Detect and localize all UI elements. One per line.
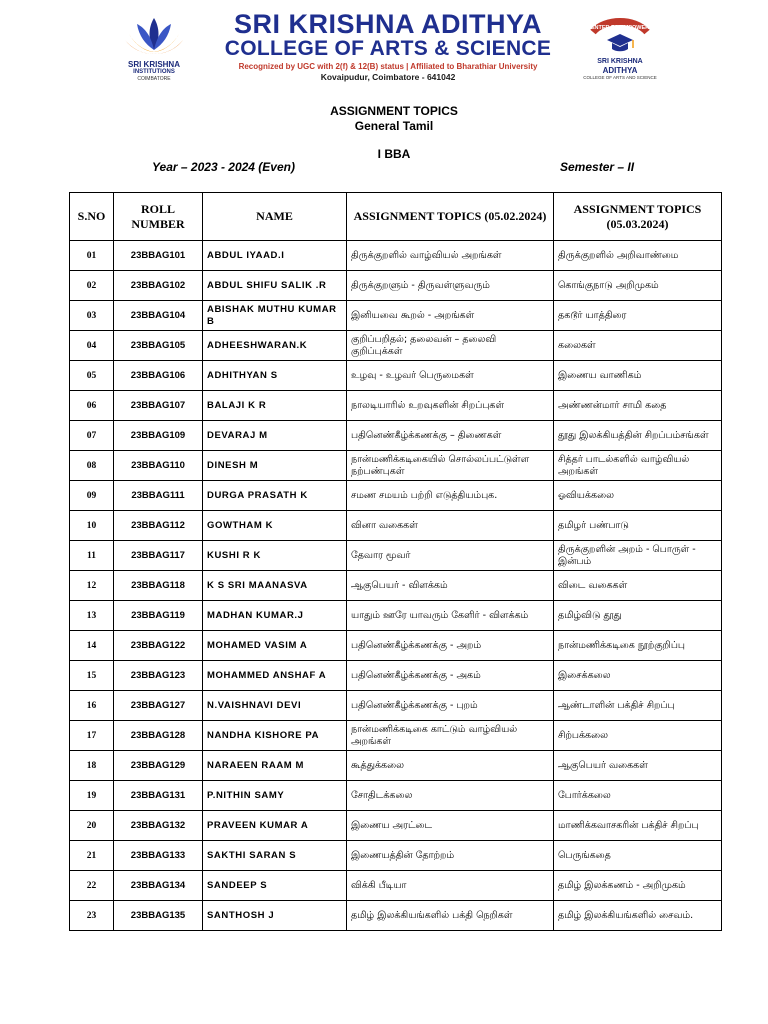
cell-name: ABDUL SHIFU SALIK .R [203, 271, 347, 301]
college-name-line2: COLLEGE OF ARTS & SCIENCE [224, 37, 552, 60]
cell-topic-1: குறிப்பறிதல்; தலைவன் – தலைவி குறிப்புக்கள் [347, 331, 554, 361]
logo-motto: ENTER TO EMPOWER [590, 25, 650, 31]
cell-topic-2: நான்மணிக்கடிகை நூற்குறிப்பு [554, 631, 722, 661]
cell-roll-number: 23BBAG110 [114, 451, 203, 481]
table-row [70, 571, 722, 601]
cell-topic-2: தமிழ் இலக்கணம் - அறிமுகம் [554, 871, 722, 901]
cell-name: GOWTHAM K [203, 511, 347, 541]
academic-year: Year – 2023 - 2024 (Even) [152, 160, 295, 174]
cell-topic-1: தேவார மூவர் [347, 541, 554, 571]
logo-left-line3: COIMBATORE [137, 76, 171, 82]
table-row [70, 541, 722, 571]
cell-name: NARAEEN RAAM M [203, 751, 347, 781]
cell-roll-number: 23BBAG128 [114, 721, 203, 751]
cell-topic-1: பதினெண்கீழ்க்கணக்கு – திணைகள் [347, 421, 554, 451]
cell-name: NANDHA KISHORE PA [203, 721, 347, 751]
cell-sno: 04 [70, 331, 114, 361]
table-row [70, 721, 722, 751]
cell-name: SANTHOSH J [203, 901, 347, 931]
cell-topic-1: இனியவை கூறல் - அறங்கள் [347, 301, 554, 331]
table-row [70, 421, 722, 451]
cell-topic-2: தமிழ்விடு தூது [554, 601, 722, 631]
cell-sno: 22 [70, 871, 114, 901]
cell-roll-number: 23BBAG117 [114, 541, 203, 571]
table-row [70, 661, 722, 691]
cell-sno: 03 [70, 301, 114, 331]
cell-topic-1: இணையத்தின் தோற்றம் [347, 841, 554, 871]
table-row [70, 901, 722, 931]
cell-roll-number: 23BBAG123 [114, 661, 203, 691]
cell-topic-2: விடை வகைகள் [554, 571, 722, 601]
cell-name: MOHAMMED ANSHAF A [203, 661, 347, 691]
cell-roll-number: 23BBAG101 [114, 241, 203, 271]
cell-topic-2: இசைக்கலை [554, 661, 722, 691]
cell-name: KUSHI R K [203, 541, 347, 571]
cell-sno: 10 [70, 511, 114, 541]
cell-sno: 14 [70, 631, 114, 661]
assignment-table [69, 192, 722, 931]
cell-roll-number: 23BBAG122 [114, 631, 203, 661]
cell-name: MOHAMED VASIM A [203, 631, 347, 661]
table-row [70, 301, 722, 331]
cell-topic-1: பதினெண்கீழ்க்கணக்கு - அகம் [347, 661, 554, 691]
cell-roll-number: 23BBAG118 [114, 571, 203, 601]
cell-topic-2: பெருங்கதை [554, 841, 722, 871]
cell-sno: 12 [70, 571, 114, 601]
cell-topic-1: பதினெண்கீழ்க்கணக்கு - அறம் [347, 631, 554, 661]
table-row [70, 691, 722, 721]
cell-roll-number: 23BBAG112 [114, 511, 203, 541]
cell-roll-number: 23BBAG107 [114, 391, 203, 421]
cell-topic-1: சமண சமயம் பற்றி எடுத்தியம்புக. [347, 481, 554, 511]
cell-roll-number: 23BBAG129 [114, 751, 203, 781]
cell-topic-1: கூத்துக்கலை [347, 751, 554, 781]
table-row [70, 601, 722, 631]
table-row [70, 841, 722, 871]
cell-roll-number: 23BBAG109 [114, 421, 203, 451]
cell-topic-2: தமிழ் இலக்கியங்களில் சைவம். [554, 901, 722, 931]
cell-name: PRAVEEN KUMAR A [203, 811, 347, 841]
cell-roll-number: 23BBAG134 [114, 871, 203, 901]
cell-sno: 17 [70, 721, 114, 751]
institution-logo-left [118, 14, 190, 82]
cell-name: SAKTHI SARAN S [203, 841, 347, 871]
cell-sno: 18 [70, 751, 114, 781]
logo-left-line2: INSTITUTIONS [133, 69, 175, 75]
cell-name: ADHEESHWARAN.K [203, 331, 347, 361]
cell-topic-1: நான்மணிக்கடிகையில் சொல்லப்பட்டுள்ள நற்பண்புகள் [347, 451, 554, 481]
cell-topic-1: இணைய அரட்டை [347, 811, 554, 841]
cell-topic-2: கலைகள் [554, 331, 722, 361]
table-header-row [70, 193, 722, 241]
subject-title: General Tamil [354, 119, 434, 133]
cell-sno: 15 [70, 661, 114, 691]
cell-topic-1: நான்மணிக்கடிகை காட்டும் வாழ்வியல் அறங்கள் [347, 721, 554, 751]
cell-roll-number: 23BBAG102 [114, 271, 203, 301]
table-row [70, 781, 722, 811]
cell-topic-1: உழவு - உழவர் பெருமைகள் [347, 361, 554, 391]
cell-name: MADHAN KUMAR.J [203, 601, 347, 631]
class-name: I BBA [377, 147, 411, 161]
cell-topic-2: ஆகுபெயர் வகைகள் [554, 751, 722, 781]
cell-name: N.VAISHNAVI DEVI [203, 691, 347, 721]
cell-topic-1: சோதிடக்கலை [347, 781, 554, 811]
college-header [196, 10, 580, 83]
table-row [70, 511, 722, 541]
cell-topic-2: கொங்குநாடு அறிமுகம் [554, 271, 722, 301]
cell-topic-2: மாணிக்கவாசகரின் பக்திச் சிறப்பு [554, 811, 722, 841]
cell-topic-2: ஓவியக்கலை [554, 481, 722, 511]
cell-sno: 02 [70, 271, 114, 301]
cell-sno: 01 [70, 241, 114, 271]
table-row [70, 391, 722, 421]
logo-right-line2: ADITHYA [602, 66, 638, 75]
cell-topic-1: யாதும் ஊரே யாவரும் கேளிர் - விளக்கம் [347, 601, 554, 631]
cell-sno: 23 [70, 901, 114, 931]
table-row [70, 871, 722, 901]
header-topic-1: ASSIGNMENT TOPICS (05.02.2024) [347, 193, 554, 241]
table-row [70, 331, 722, 361]
cell-roll-number: 23BBAG119 [114, 601, 203, 631]
cell-name: DINESH M [203, 451, 347, 481]
logo-right-line3: COLLEGE OF ARTS AND SCIENCE [583, 75, 657, 80]
table-row [70, 241, 722, 271]
cell-topic-2: அண்ணன்மார் சாமி கதை [554, 391, 722, 421]
cell-topic-2: தமிழர் பண்பாடு [554, 511, 722, 541]
cell-roll-number: 23BBAG131 [114, 781, 203, 811]
cell-topic-2: சித்தர் பாடல்களில் வாழ்வியல் அறங்கள் [554, 451, 722, 481]
graduation-cap-logo-icon [587, 14, 653, 54]
logo-right-line1: SRI KRISHNA [597, 58, 643, 65]
cell-sno: 07 [70, 421, 114, 451]
logo-left-line1: SRI KRISHNA [127, 60, 180, 69]
cell-topic-1: விக்கி பீடியா [347, 871, 554, 901]
header-roll-number: ROLL NUMBER [114, 193, 203, 241]
cell-roll-number: 23BBAG127 [114, 691, 203, 721]
cell-name: P.NITHIN SAMY [203, 781, 347, 811]
cell-name: DEVARAJ M [203, 421, 347, 451]
cell-topic-2: திருக்குறளில் அறிவாண்மை [554, 241, 722, 271]
header-topic-2: ASSIGNMENT TOPICS (05.03.2024) [554, 193, 722, 241]
cell-sno: 06 [70, 391, 114, 421]
cell-roll-number: 23BBAG105 [114, 331, 203, 361]
cell-topic-2: போர்க்கலை [554, 781, 722, 811]
cell-name: ABISHAK MUTHU KUMAR B [203, 301, 347, 331]
cell-roll-number: 23BBAG132 [114, 811, 203, 841]
document-title: ASSIGNMENT TOPICS [330, 104, 458, 118]
cell-roll-number: 23BBAG135 [114, 901, 203, 931]
cell-sno: 09 [70, 481, 114, 511]
table-row [70, 751, 722, 781]
cell-name: ABDUL IYAAD.I [203, 241, 347, 271]
cell-sno: 05 [70, 361, 114, 391]
cell-topic-1: பதினெண்கீழ்க்கணக்கு - புறம் [347, 691, 554, 721]
cell-sno: 19 [70, 781, 114, 811]
cell-sno: 08 [70, 451, 114, 481]
cell-name: BALAJI K R [203, 391, 347, 421]
cell-roll-number: 23BBAG104 [114, 301, 203, 331]
table-row [70, 631, 722, 661]
cell-roll-number: 23BBAG106 [114, 361, 203, 391]
cell-name: DURGA PRASATH K [203, 481, 347, 511]
cell-topic-1: தமிழ் இலக்கியங்களில் பக்தி நெறிகள் [347, 901, 554, 931]
cell-topic-2: தூது இலக்கியத்தின் சிறப்பம்சங்கள் [554, 421, 722, 451]
cell-sno: 16 [70, 691, 114, 721]
lotus-logo-icon [123, 14, 185, 56]
cell-topic-1: ஆகுபெயர் - விளக்கம் [347, 571, 554, 601]
cell-topic-2: ஆண்டாளின் பக்திச் சிறப்பு [554, 691, 722, 721]
cell-roll-number: 23BBAG111 [114, 481, 203, 511]
cell-sno: 13 [70, 601, 114, 631]
cell-name: SANDEEP S [203, 871, 347, 901]
cell-topic-2: இணைய வாணிகம் [554, 361, 722, 391]
cell-roll-number: 23BBAG133 [114, 841, 203, 871]
cell-topic-2: சிற்பக்கலை [554, 721, 722, 751]
table-row [70, 451, 722, 481]
cell-name: K S SRI MAANASVA [203, 571, 347, 601]
table-row [70, 271, 722, 301]
cell-topic-2: தகடூர் யாத்திரை [554, 301, 722, 331]
college-address: Kovaipudur, Coimbatore - 641042 [320, 72, 456, 82]
cell-sno: 20 [70, 811, 114, 841]
cell-topic-1: நாலடியாரில் உறவுகளின் சிறப்புகள் [347, 391, 554, 421]
cell-topic-1: திருக்குறளும் - திருவள்ளுவரும் [347, 271, 554, 301]
header-name: NAME [203, 193, 347, 241]
cell-sno: 11 [70, 541, 114, 571]
college-name-line1: SRI KRISHNA ADITHYA [233, 9, 543, 39]
table-row [70, 361, 722, 391]
cell-topic-2: திருக்குறளின் அறம் - பொருள் - இன்பம் [554, 541, 722, 571]
cell-name: ADHITHYAN S [203, 361, 347, 391]
cell-topic-1: திருக்குறளில் வாழ்வியல் அறங்கள் [347, 241, 554, 271]
cell-topic-1: வினா வகைகள் [347, 511, 554, 541]
institution-logo-right [582, 14, 658, 81]
table-row [70, 481, 722, 511]
table-body [70, 241, 722, 931]
header-sno: S.NO [70, 193, 114, 241]
table-row [70, 811, 722, 841]
cell-sno: 21 [70, 841, 114, 871]
semester: Semester – II [560, 160, 635, 174]
college-recognition: Recognized by UGC with 2(f) & 12(B) status | Affiliated to Bharathiar University [238, 62, 538, 71]
